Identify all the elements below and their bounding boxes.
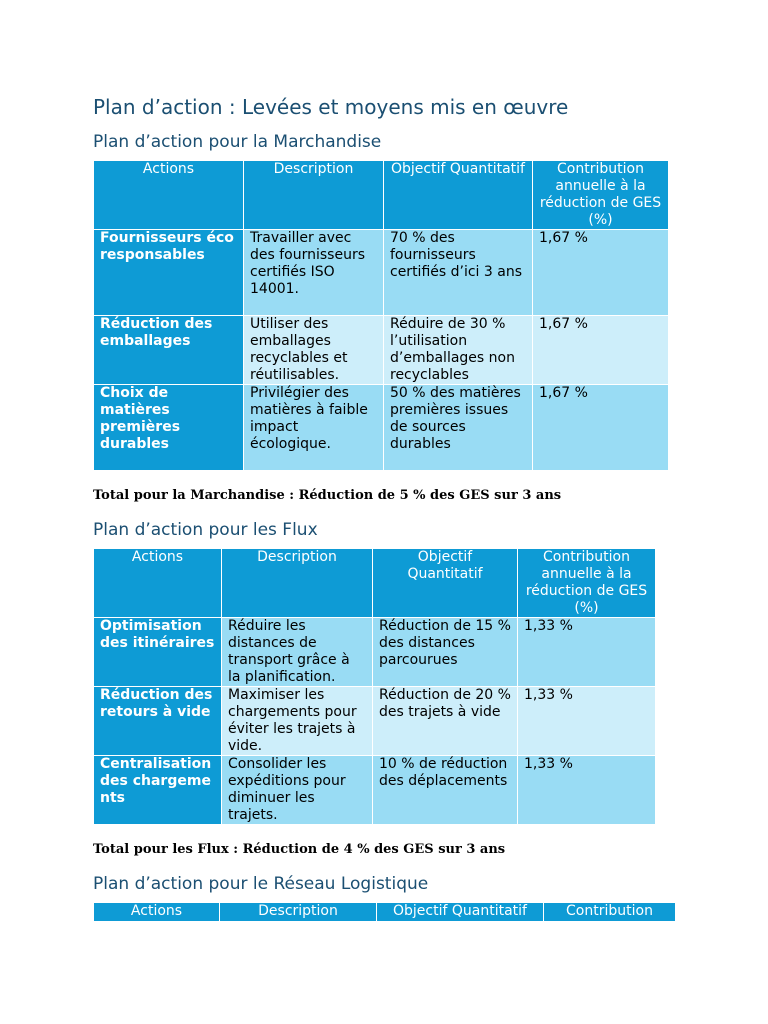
row-objectif: Réduire de 30 % l’utilisation d’emballages non recyclables (384, 316, 533, 385)
section-title-flux: Plan d’action pour les Flux (93, 520, 318, 540)
total-marchandise: Total pour la Marchandise : Réduction de 5 % des GES sur 3 ans (93, 488, 562, 503)
row-action: Choix de matières premières durables (94, 385, 244, 471)
row-action: Centralisation des chargements (94, 756, 222, 825)
header-description: Description (222, 549, 373, 618)
row-contribution: 1,33 % (518, 618, 656, 687)
row-action: Fournisseurs écoresponsables (94, 230, 244, 316)
row-objectif: Réduction de 15 % des distances parcourues (373, 618, 518, 687)
row-description: Privilégier des matières à faible impact écologique. (244, 385, 384, 471)
header-actions: Actions (94, 161, 244, 230)
header-description: Description (244, 161, 384, 230)
row-contribution: 1,67 % (533, 385, 669, 471)
total-flux: Total pour les Flux : Réduction de 4 % des GES sur 3 ans (93, 842, 506, 857)
table-row (94, 756, 656, 825)
header-description: Description (220, 903, 377, 922)
row-description: Consolider les expéditions pour diminuer les trajets. (222, 756, 373, 825)
row-contribution: 1,67 % (533, 230, 669, 316)
row-contribution: 1,33 % (518, 687, 656, 756)
row-objectif: Réduction de 20 % des trajets à vide (373, 687, 518, 756)
table-row (94, 230, 669, 316)
header-actions: Actions (94, 903, 220, 922)
row-action: Optimisation des itinéraires (94, 618, 222, 687)
section-title-reseau: Plan d’action pour le Réseau Logistique (93, 874, 429, 894)
row-objectif: 70 % des fournisseurs certifiés d’ici 3 ans (384, 230, 533, 316)
table-row (94, 618, 656, 687)
header-objectif: Objectif Quantitatif (384, 161, 533, 230)
header-actions: Actions (94, 549, 222, 618)
table-flux (93, 548, 656, 825)
header-contribution: Contribution annuelle à la réduction de GES (%) (533, 161, 669, 230)
header-contribution: Contribution annuelle à la réduction de GES (%) (518, 549, 656, 618)
header-contribution: Contribution (544, 903, 676, 922)
table-marchandise (93, 160, 669, 471)
row-action: Réduction des retours à vide (94, 687, 222, 756)
header-objectif: Objectif Quantitatif (377, 903, 544, 922)
table-row (94, 316, 669, 385)
table-reseau (93, 902, 676, 922)
table-row (94, 385, 669, 471)
row-description: Travailler avec des fournisseurs certifiés ISO 14001. (244, 230, 384, 316)
row-description: Maximiser les chargements pour éviter les trajets à vide. (222, 687, 373, 756)
table-header-row (94, 903, 676, 922)
section-title-marchandise: Plan d’action pour la Marchandise (93, 132, 382, 152)
table-header-row (94, 549, 656, 618)
row-action: Réduction des emballages (94, 316, 244, 385)
row-contribution: 1,67 % (533, 316, 669, 385)
row-description: Utiliser des emballages recyclables et réutilisables. (244, 316, 384, 385)
row-contribution: 1,33 % (518, 756, 656, 825)
row-description: Réduire les distances de transport grâce à la planification. (222, 618, 373, 687)
header-objectif: Objectif Quantitatif (373, 549, 518, 618)
table-row (94, 687, 656, 756)
table-header-row (94, 161, 669, 230)
page-title: Plan d’action : Levées et moyens mis en œuvre (93, 95, 569, 119)
row-objectif: 50 % des matières premières issues de sources durables (384, 385, 533, 471)
row-objectif: 10 % de réduction des déplacements (373, 756, 518, 825)
